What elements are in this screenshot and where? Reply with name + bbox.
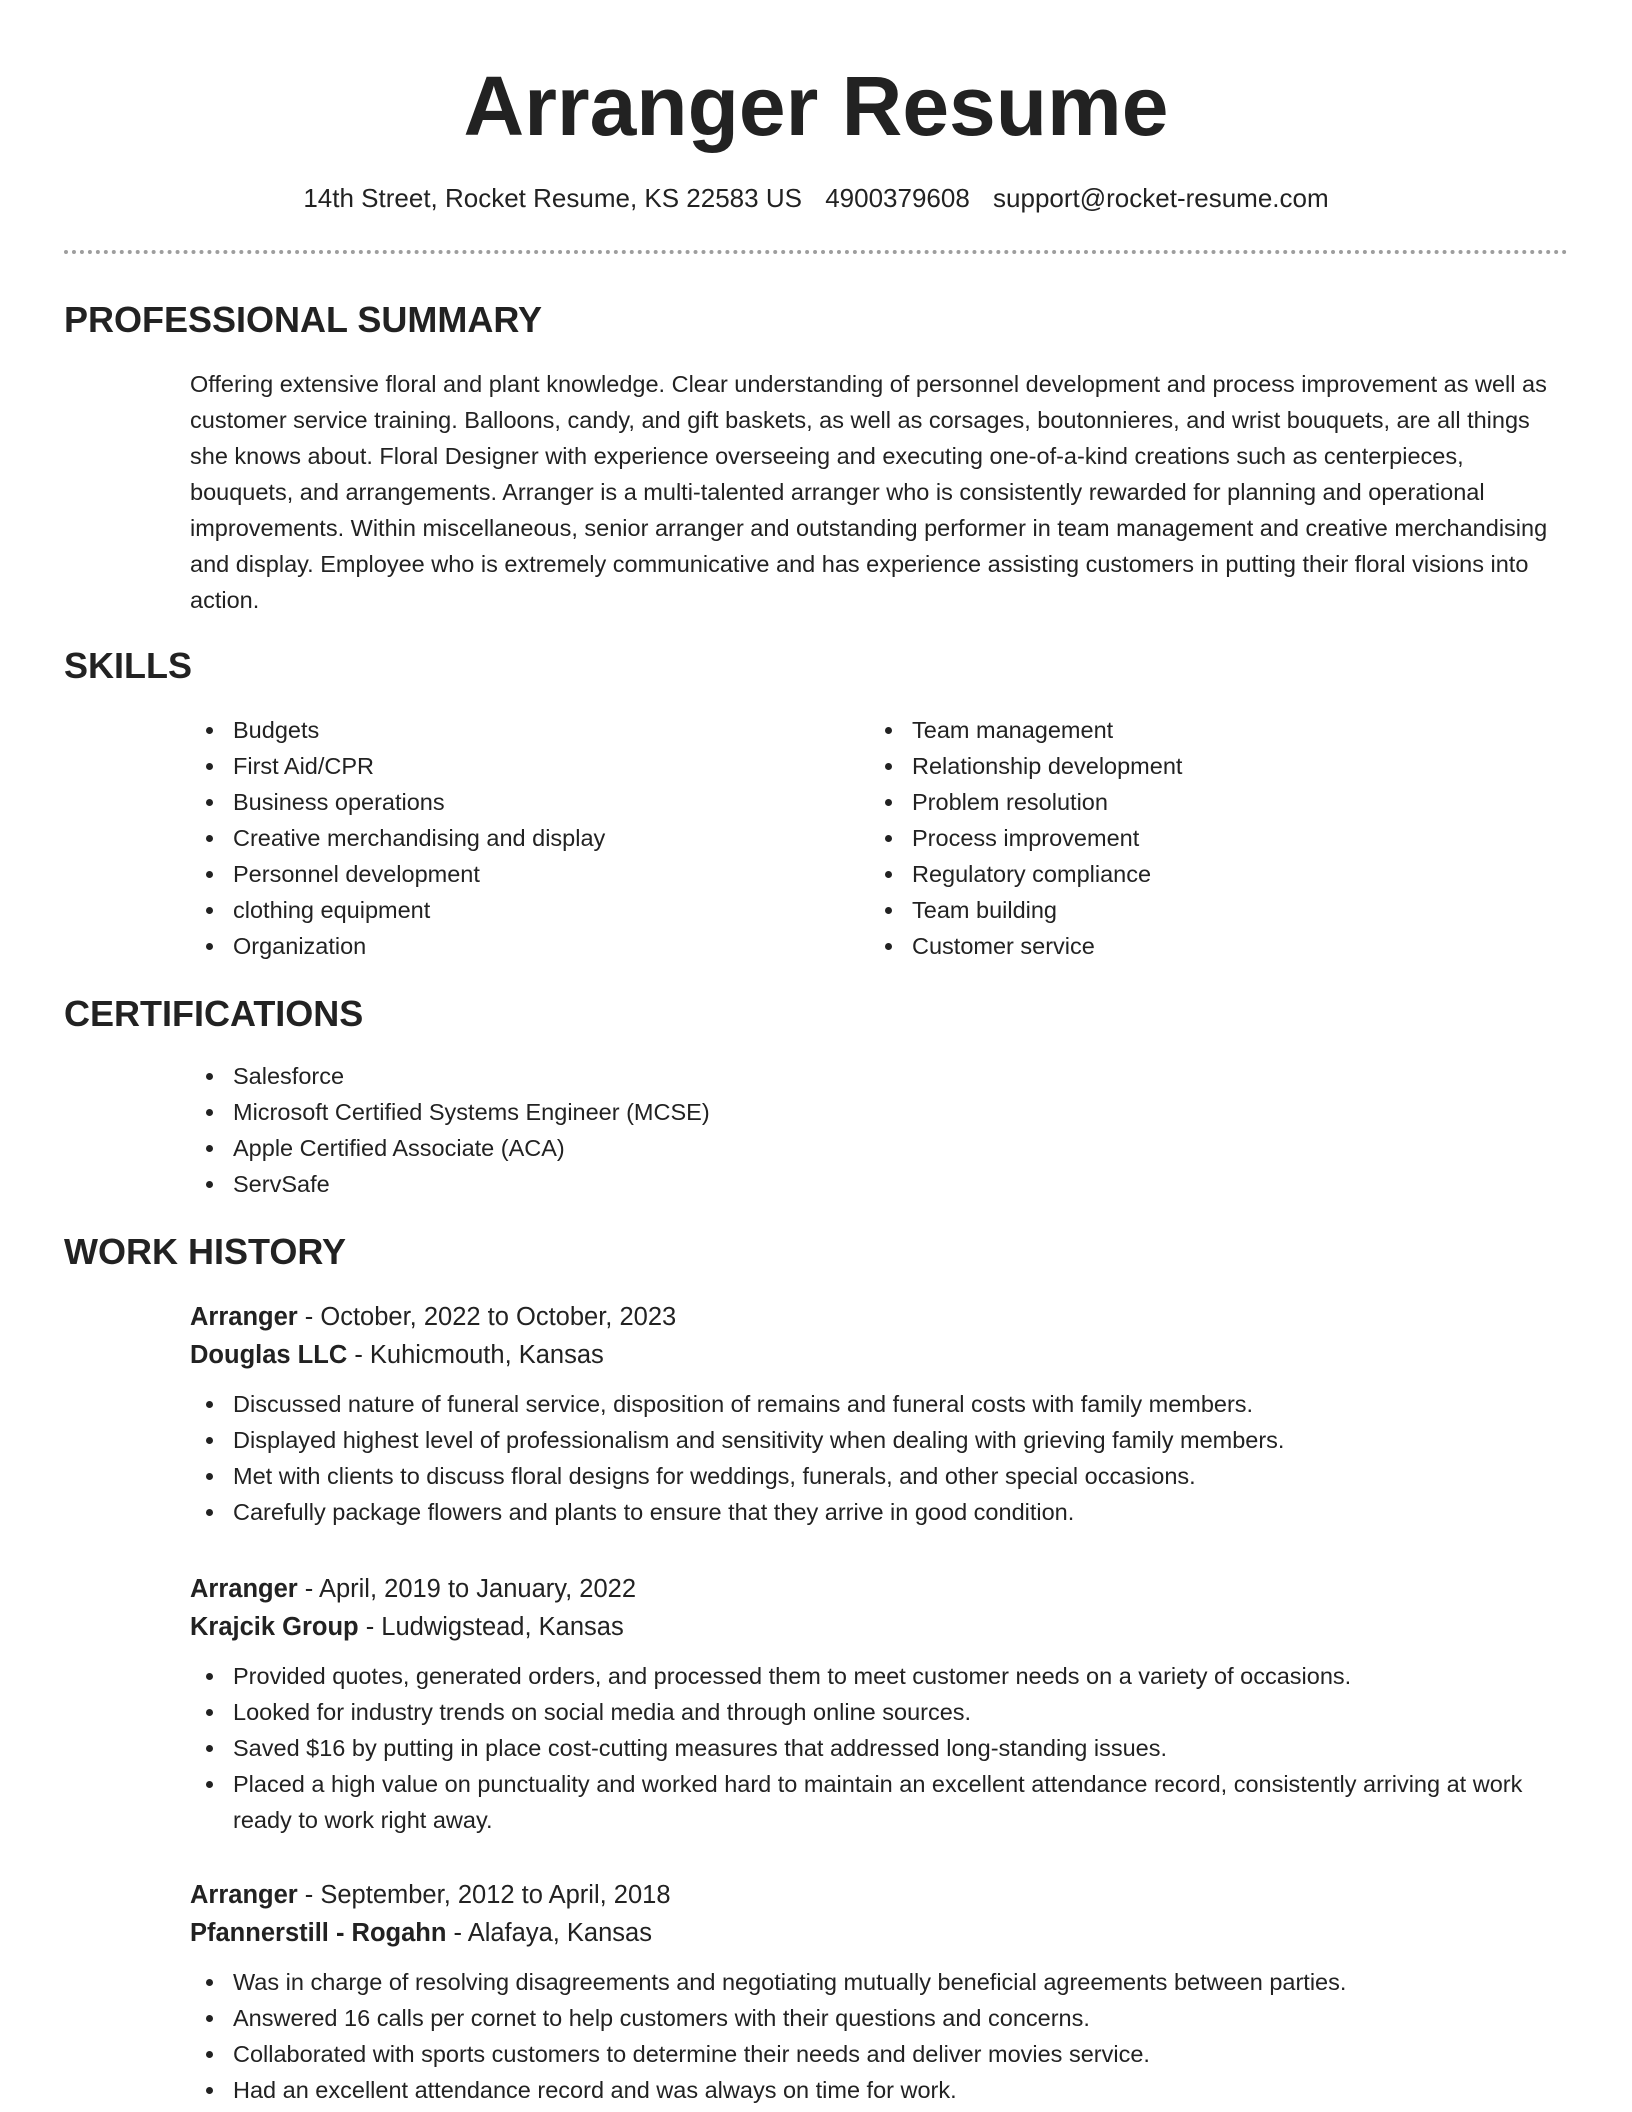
skills-list-left [190, 712, 850, 964]
contact-address: 14th Street, Rocket Resume, KS 22583 US [303, 183, 802, 213]
list-item: Team building [869, 892, 1529, 928]
list-item: Had an excellent attendance record and was always on time for work. [190, 2072, 1550, 2108]
list-item: Saved $16 by putting in place cost-cutting measures that addressed long-standing issues. [190, 1730, 1550, 1766]
list-item: Microsoft Certified Systems Engineer (MCSE) [190, 1094, 1550, 1130]
list-item: Collaborated with sports customers to determine their needs and deliver movies service. [190, 2036, 1550, 2072]
job-role-line [190, 1298, 1550, 1336]
list-item: Business operations [190, 784, 850, 820]
list-item: Customer service [869, 928, 1529, 964]
list-item: Relationship development [869, 748, 1529, 784]
list-item: clothing equipment [190, 892, 850, 928]
section-title-certifications: CERTIFICATIONS [64, 993, 364, 1034]
list-item: Discussed nature of funeral service, disposition of remains and funeral costs with family members. [190, 1386, 1550, 1422]
contact-email: support@rocket-resume.com [993, 183, 1329, 213]
section-title-work-history: WORK HISTORY [64, 1231, 347, 1272]
section-title-summary: PROFESSIONAL SUMMARY [64, 299, 543, 340]
list-item: Was in charge of resolving disagreements and negotiating mutually beneficial agreements between parties. [190, 1964, 1550, 2000]
list-item: Personnel development [190, 856, 850, 892]
list-item: Provided quotes, generated orders, and processed them to meet customer needs on a variety of occasions. [190, 1658, 1550, 1694]
job-location: - Kuhicmouth, Kansas [347, 1341, 604, 1369]
list-item: Placed a high value on punctuality and worked hard to maintain an excellent attendance record, consistently arriving at work ready to work right away. [190, 1766, 1550, 1838]
contact-phone: 4900379608 [825, 183, 970, 213]
skills-list-right [869, 712, 1529, 964]
certifications-list [190, 1058, 1550, 1202]
job-location: - Alafaya, Kansas [446, 1919, 652, 1947]
list-item: Creative merchandising and display [190, 820, 850, 856]
job-role: Arranger [190, 1881, 298, 1909]
job-bullets [190, 1964, 1550, 2108]
job-role-line [190, 1876, 1550, 1914]
job-entry [190, 1876, 1550, 2108]
job-entry [190, 1570, 1550, 1838]
list-item: Answered 16 calls per cornet to help customers with their questions and concerns. [190, 2000, 1550, 2036]
list-item: Process improvement [869, 820, 1529, 856]
list-item: Budgets [190, 712, 850, 748]
job-dates: - April, 2019 to January, 2022 [297, 1575, 637, 1603]
list-item: Salesforce [190, 1058, 1550, 1094]
job-bullets [190, 1658, 1550, 1838]
job-company: Krajcik Group [190, 1613, 359, 1641]
list-item: Met with clients to discuss floral designs for weddings, funerals, and other special occasions. [190, 1458, 1550, 1494]
job-location: - Ludwigstead, Kansas [358, 1613, 624, 1641]
contact-line [0, 180, 1632, 216]
job-company: Douglas LLC [190, 1341, 348, 1369]
list-item: First Aid/CPR [190, 748, 850, 784]
summary-text: Offering extensive floral and plant knowledge. Clear understanding of personnel development and process improvement as well as customer service training. Balloons, candy, and gift baskets, as well as corsages, boutonnieres, and wrist bouquets, are all things she knows about. Floral Designer with experience overseeing and executing one-of-a-kind creations such as centerpieces, bouquets, and arrangements. Arranger is a multi-talented arranger who is consistently rewarded for planning and operational improvements. Within miscellaneous, senior arranger and outstanding performer in team management and creative merchandising and display. Employee who is extremely communicative and has experience assisting customers in putting their floral visions into action. [190, 371, 1548, 613]
job-entry [190, 1298, 1550, 1530]
list-item: Regulatory compliance [869, 856, 1529, 892]
list-item: Apple Certified Associate (ACA) [190, 1130, 1550, 1166]
job-company: Pfannerstill - Rogahn [190, 1919, 447, 1947]
job-role: Arranger [190, 1575, 298, 1603]
list-item: Looked for industry trends on social media and through online sources. [190, 1694, 1550, 1730]
list-item: Team management [869, 712, 1529, 748]
job-bullets [190, 1386, 1550, 1530]
list-item: ServSafe [190, 1166, 1550, 1202]
job-role-line [190, 1570, 1550, 1608]
job-dates: - September, 2012 to April, 2018 [297, 1881, 671, 1909]
job-company-line [190, 1914, 1550, 1952]
job-dates: - October, 2022 to October, 2023 [297, 1303, 677, 1331]
list-item: Problem resolution [869, 784, 1529, 820]
list-item: Carefully package flowers and plants to ensure that they arrive in good condition. [190, 1494, 1550, 1530]
header-divider [64, 250, 1568, 254]
job-company-line [190, 1336, 1550, 1374]
resume-title: Arranger Resume [463, 59, 1169, 153]
job-role: Arranger [190, 1303, 298, 1331]
list-item: Displayed highest level of professionalism and sensitivity when dealing with grieving family members. [190, 1422, 1550, 1458]
section-title-skills: SKILLS [64, 645, 193, 686]
list-item: Organization [190, 928, 850, 964]
job-company-line [190, 1608, 1550, 1646]
